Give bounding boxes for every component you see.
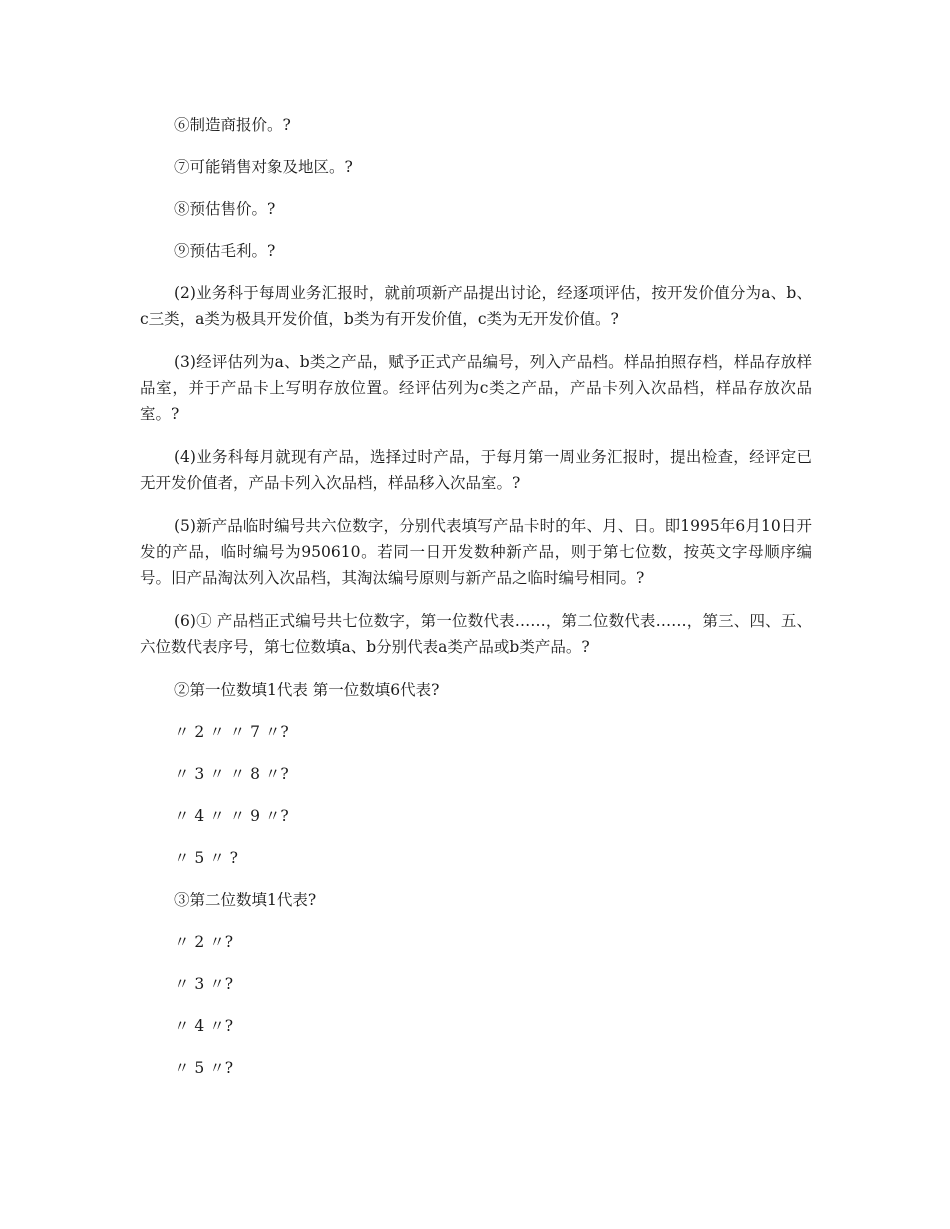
- item-7-sales-targets: ⑦可能销售对象及地区。?: [174, 158, 353, 176]
- document-page: [140, 112, 812, 1097]
- second-digit-row-3: 〃 3 〃?: [174, 975, 234, 993]
- first-digit-row-3-8: 〃 3 〃 〃 8 〃?: [174, 765, 289, 783]
- first-digit-heading: ②第一位数填1代表 第一位数填6代表?: [174, 681, 440, 699]
- first-digit-row-5: 〃 5 〃 ?: [174, 849, 238, 867]
- paragraph-4-obsolete-products: (4)业务科每月就现有产品，选择过时产品，于每月第一周业务汇报时，提出检查，经评定已无开发价值者，产品卡列入次品档，样品移入次品室。?: [140, 448, 812, 492]
- second-digit-heading: ③第二位数填1代表?: [174, 891, 317, 909]
- second-digit-row-5: 〃 5 〃?: [174, 1059, 234, 1077]
- first-digit-row-4-9: 〃 4 〃 〃 9 〃?: [174, 807, 289, 825]
- first-digit-row-2-7: 〃 2 〃 〃 7 〃?: [174, 723, 289, 741]
- item-8-estimated-price: ⑧预估售价。?: [174, 200, 276, 218]
- paragraph-5-temporary-numbering: (5)新产品临时编号共六位数字，分别代表填写产品卡时的年、月、日。即1995年6月10日开发的产品，临时编号为950610。若同一日开发数种新产品，则于第七位数，按英文字母顺序编号。旧产品淘汰列入次品档，其淘汰编号原则与新产品之临时编号相同。?: [140, 517, 812, 587]
- item-6-manufacturer-quote: ⑥制造商报价。?: [174, 116, 291, 134]
- second-digit-row-2: 〃 2 〃?: [174, 933, 234, 951]
- second-digit-row-4: 〃 4 〃?: [174, 1017, 234, 1035]
- paragraph-6-formal-numbering: (6)① 产品档正式编号共七位数字，第一位数代表……，第二位数代表……，第三、四、五、六位数代表序号，第七位数填a、b分别代表a类产品或b类产品。?: [140, 612, 812, 656]
- item-9-estimated-margin: ⑨预估毛利。?: [174, 242, 276, 260]
- paragraph-2-evaluation: (2)业务科于每周业务汇报时，就前项新产品提出讨论，经逐项评估，按开发价值分为a、b、c三类，a类为极具开发价值，b类为有开发价值，c类为无开发价值。?: [140, 284, 812, 328]
- paragraph-3-product-file: (3)经评估列为a、b类之产品，赋予正式产品编号，列入产品档。样品拍照存档，样品存放样品室，并于产品卡上写明存放位置。经评估列为c类之产品，产品卡列入次品档，样品存放次品室。?: [140, 353, 812, 423]
